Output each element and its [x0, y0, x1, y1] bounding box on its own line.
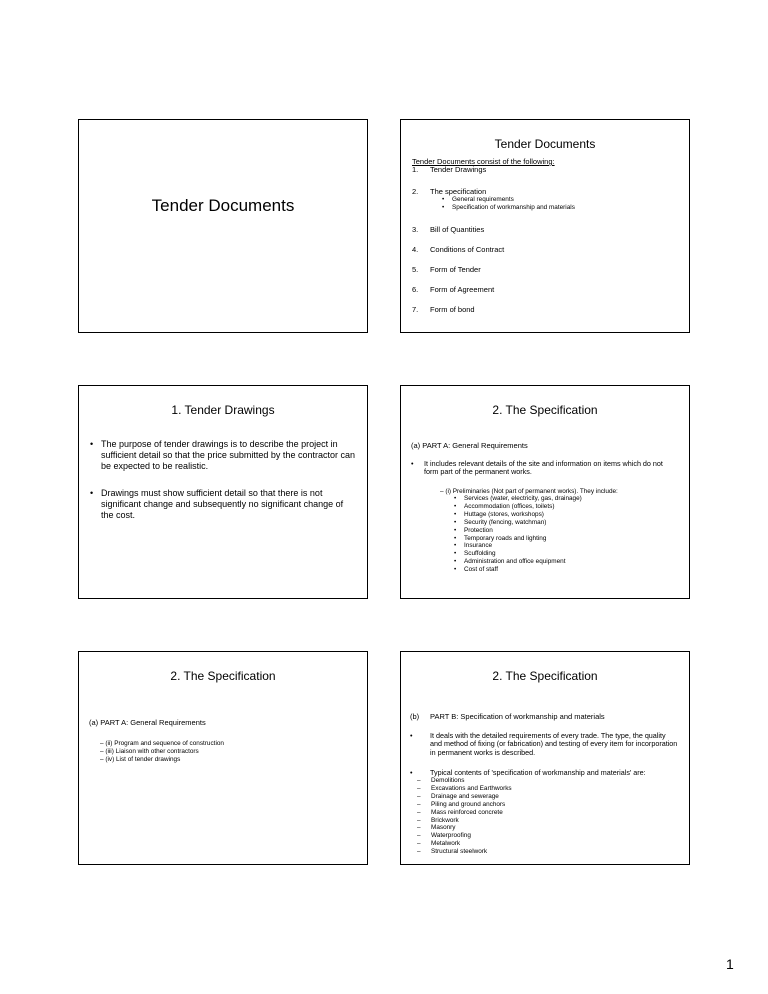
- page-number: 1: [726, 956, 734, 972]
- slide-6-title: 2. The Specification: [492, 669, 598, 683]
- list-item: • Security (fencing, watchman): [454, 518, 547, 526]
- dash-icon: –: [417, 792, 421, 800]
- list-item-number: 2.: [412, 187, 419, 196]
- preliminaries-dash: – (i) Preliminaries (Not part of permanent works). They include:: [440, 488, 618, 495]
- list-item-label: Conditions of Contract: [430, 245, 505, 254]
- slide-3-bullet: • The purpose of tender drawings is to describe the project in sufficient detail so that the price submitted by the contractor can be expected to be realistic.: [90, 439, 355, 472]
- list-item: • General requirements: [442, 196, 514, 203]
- list-item-label: Tender Drawings: [430, 165, 487, 174]
- list-item: • Temporary roads and lighting: [454, 534, 547, 542]
- list-item: – (ii) Program and sequence of construction: [100, 740, 224, 747]
- list-item: – Demolitions: [417, 777, 465, 784]
- list-item: – (iv) List of tender drawings: [100, 756, 181, 763]
- dash-icon: –: [417, 800, 421, 808]
- bullet-icon: •: [90, 439, 94, 449]
- dash-icon: –: [100, 740, 104, 747]
- bullet-icon: •: [454, 566, 457, 574]
- slide-2: [400, 119, 690, 333]
- slide-6: [400, 651, 690, 865]
- part-a-heading: (a) PART A: General Requirements: [89, 718, 206, 727]
- part-a-heading: (a) PART A: General Requirements: [411, 441, 528, 450]
- dash-icon: –: [417, 840, 421, 848]
- list-item: • Scuffolding: [454, 550, 496, 558]
- bullet-icon: •: [454, 518, 457, 526]
- dash-icon: –: [100, 748, 104, 755]
- list-item: – Drainage and sewerage: [417, 792, 499, 800]
- dash-icon: –: [417, 777, 421, 784]
- slide-3-bullet: • Drawings must show sufficient detail so that there is not significant change and subsequently no significant change of the cost.: [90, 488, 344, 521]
- bullet-icon: •: [454, 526, 457, 534]
- slide-6-bullet: • Typical contents of 'specification of workmanship and materials' are:: [410, 768, 646, 777]
- list-item: – Brickwork: [417, 816, 459, 824]
- list-item: • Administration and office equipment: [454, 558, 566, 566]
- list-item-label: Bill of Quantities: [430, 225, 485, 234]
- bullet-icon: •: [454, 550, 457, 558]
- bullet-icon: •: [454, 495, 457, 502]
- dash-icon: –: [417, 816, 421, 824]
- dash-icon: –: [417, 784, 421, 792]
- list-item: – Piling and ground anchors: [417, 800, 506, 808]
- bullet-icon: •: [442, 196, 445, 203]
- part-b-number: (b): [410, 712, 420, 721]
- list-item: • Protection: [454, 526, 493, 534]
- bullet-icon: •: [454, 558, 457, 566]
- list-item: – Masonry: [417, 824, 456, 832]
- bullet-icon: •: [442, 203, 445, 211]
- list-item: • Cost of staff: [454, 566, 498, 574]
- list-item-label: The specification: [430, 187, 487, 196]
- list-item-number: 6.: [412, 285, 419, 294]
- bullet-icon: •: [90, 488, 94, 498]
- slide-3: [78, 385, 368, 599]
- part-b-heading: PART B: Specification of workmanship and materials: [430, 712, 605, 721]
- slide-4-title: 2. The Specification: [492, 403, 598, 417]
- slide-2-title: Tender Documents: [494, 137, 596, 151]
- list-item: • Specification of workmanship and materials: [442, 203, 575, 211]
- list-item-label: Form of bond: [430, 305, 475, 314]
- list-item-label: Form of Tender: [430, 265, 481, 274]
- list-item: • Accommodation (offices, toilets): [454, 502, 555, 510]
- bullet-icon: •: [454, 510, 457, 518]
- slide-4-bullet: • It includes relevant details of the site and information on items which do not form part of the permanent works.: [411, 459, 663, 477]
- bullet-icon: •: [454, 502, 457, 510]
- list-item: – Mass reinforced concrete: [417, 808, 503, 816]
- slide-3-title: 1. Tender Drawings: [171, 403, 275, 417]
- list-item-number: 3.: [412, 225, 419, 234]
- dash-icon: –: [440, 488, 444, 495]
- dash-icon: –: [417, 808, 421, 816]
- list-item: – Waterproofing: [417, 832, 471, 840]
- bullet-icon: •: [410, 768, 413, 777]
- slide-1-title: Tender Documents: [151, 196, 295, 215]
- dash-icon: –: [417, 824, 421, 832]
- bullet-icon: •: [454, 542, 457, 550]
- list-item: • Services (water, electricity, gas, drainage): [454, 495, 582, 502]
- spec-sub-list: [442, 196, 575, 212]
- slide-1: [78, 119, 368, 333]
- slide-5-title: 2. The Specification: [170, 669, 276, 683]
- list-item-number: 1.: [412, 165, 419, 174]
- list-item: – Excavations and Earthworks: [417, 784, 512, 792]
- list-item: – Structural steelwork: [417, 848, 488, 856]
- list-item-label: Form of Agreement: [430, 285, 495, 294]
- list-item: – (iii) Liaison with other contractors: [100, 748, 199, 755]
- list-item-number: 4.: [412, 245, 419, 254]
- slide-2-intro: Tender Documents consist of the following:: [412, 157, 555, 166]
- dash-icon: –: [417, 832, 421, 840]
- preliminaries-list: [454, 495, 582, 574]
- bullet-icon: •: [410, 731, 413, 740]
- list-item-number: 7.: [412, 305, 419, 314]
- dash-icon: –: [417, 848, 421, 856]
- slide-4: [400, 385, 690, 599]
- slide-6-bullet: • It deals with the detailed requirements of every trade. The type, the quality and method of fixing (or fabrication) and testing of every item for incorporation in permanent works is described.: [410, 731, 678, 757]
- workmanship-list: [417, 777, 512, 856]
- bullet-icon: •: [454, 534, 457, 542]
- slide-5: [78, 651, 368, 865]
- dash-icon: –: [100, 756, 104, 763]
- list-item-number: 5.: [412, 265, 419, 274]
- list-item: – Metalwork: [417, 840, 461, 848]
- list-item: • Huttage (stores, workshops): [454, 510, 544, 518]
- bullet-icon: •: [411, 459, 414, 468]
- list-item: • Insurance: [454, 542, 493, 550]
